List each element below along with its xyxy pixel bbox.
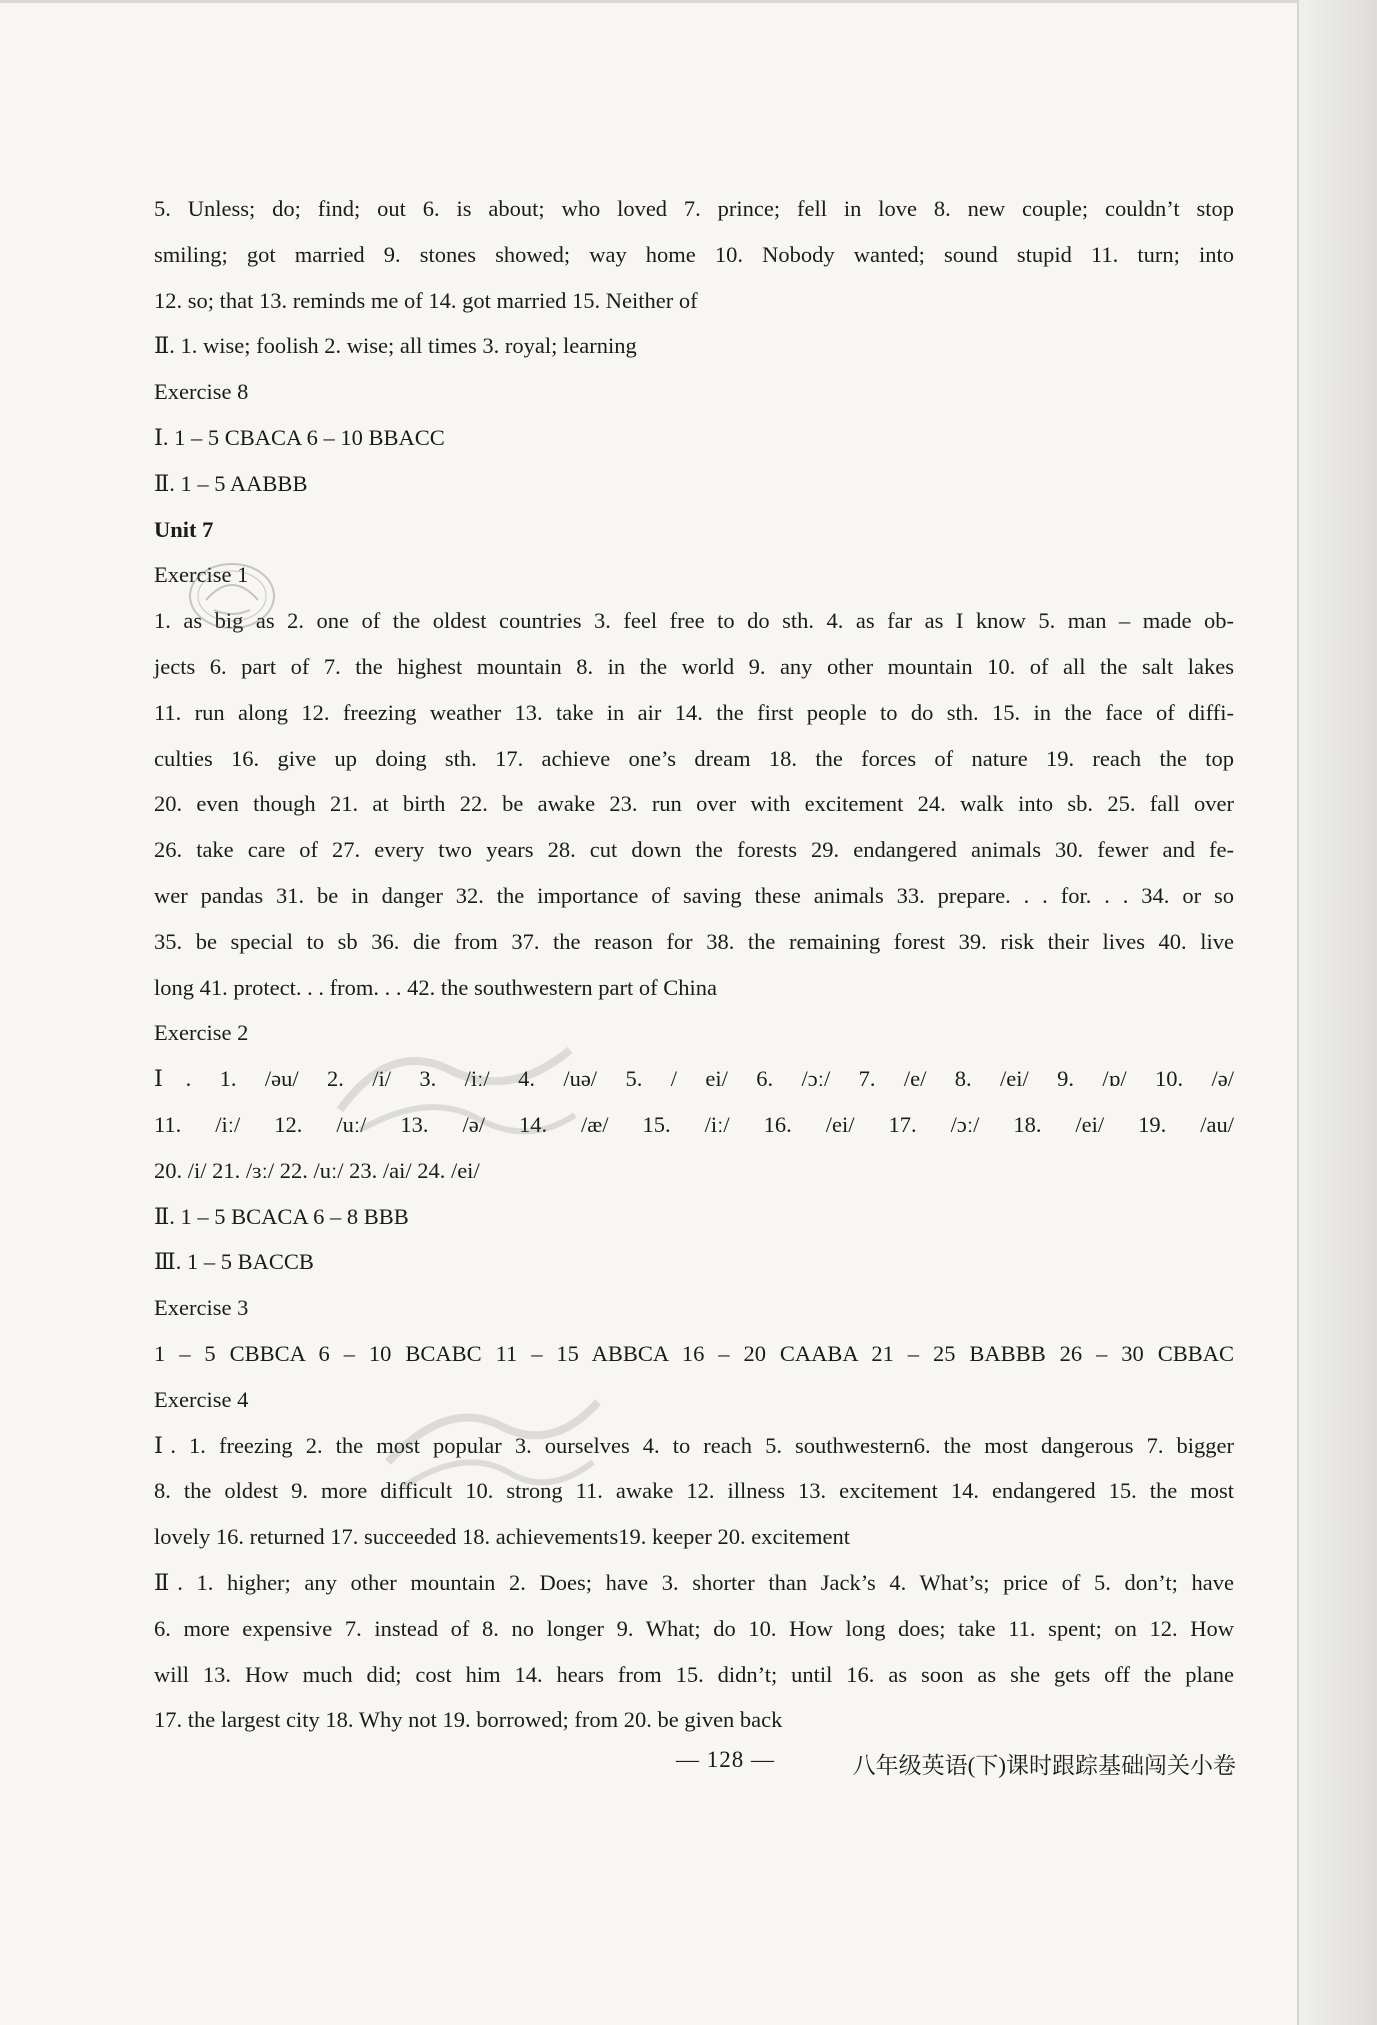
stamp-logo [184, 558, 280, 634]
exercise-heading: Exercise 1 [154, 562, 249, 588]
exercise-heading: Exercise 3 [154, 1295, 249, 1321]
text-line: Ⅱ. 1. higher; any other mountain 2. Does; have 3. shorter than Jack’s 4. What’s; price of 5. don’t; have [154, 1569, 1234, 1595]
text-line: 8. the oldest 9. more difficult 10. strong 11. awake 12. illness 13. excitement 14. endangered 15. the most [154, 1478, 1234, 1504]
text-line: Ⅱ. 1. wise; foolish 2. wise; all times 3. royal; learning [154, 333, 637, 359]
page-footer [676, 1747, 1236, 1780]
text-line: smiling; got married 9. stones showed; way home 10. Nobody wanted; sound stupid 11. turn; into [154, 241, 1234, 267]
page-number: — 128 — [676, 1747, 775, 1772]
exercise-heading: Exercise 2 [154, 1020, 249, 1046]
text-line: Ⅰ. 1 – 5 CBACA 6 – 10 BBACC [154, 424, 445, 450]
text-line: jects 6. part of 7. the highest mountain 8. in the world 9. any other mountain 10. of all the salt lakes [154, 653, 1234, 679]
page-gutter-line [1297, 0, 1299, 2025]
text-line: 20. even though 21. at birth 22. be awake 23. run over with excitement 24. walk into sb. 25. fall over [154, 791, 1234, 817]
text-line: 6. more expensive 7. instead of 8. no longer 9. What; do 10. How long does; take 11. spent; on 12. How [154, 1615, 1234, 1641]
text-line: 1 – 5 CBBCA 6 – 10 BCABC 11 – 15 ABBCA 16 – 20 CAABA 21 – 25 BABBB 26 – 30 CBBAC [154, 1340, 1234, 1366]
unit-heading: Unit 7 [154, 516, 214, 542]
page-gutter-shadow [1297, 0, 1377, 2025]
watermark-logo [330, 1030, 590, 1150]
text-line: wer pandas 31. be in danger 32. the importance of saving these animals 33. prepare. . . for. . . 34. or so [154, 882, 1234, 908]
text-line: 5. Unless; do; find; out 6. is about; who loved 7. prince; fell in love 8. new couple; couldn’t stop [154, 196, 1234, 221]
watermark-logo [378, 1392, 608, 1502]
text-line: Ⅱ. 1 – 5 BCACA 6 – 8 BBB [154, 1203, 409, 1229]
text-line: culties 16. give up doing sth. 17. achieve one’s dream 18. the forces of nature 19. reach the top [154, 745, 1234, 771]
text-line: 35. be special to sb 36. die from 37. the reason for 38. the remaining forest 39. risk their lives 40. live [154, 928, 1234, 954]
text-line: 26. take care of 27. every two years 28. cut down the forests 29. endangered animals 30. fewer and fe- [154, 837, 1234, 863]
text-line: Ⅱ. 1 – 5 AABBB [154, 470, 308, 496]
text-line: Ⅰ. 1. freezing 2. the most popular 3. ourselves 4. to reach 5. southwestern6. the most dangerous 7. bigger [154, 1432, 1234, 1458]
text-line: 12. so; that 13. reminds me of 14. got married 15. Neither of [154, 287, 698, 313]
exercise-heading: Exercise 8 [154, 379, 249, 405]
top-edge-shadow [0, 0, 1377, 3]
answer-key-text [154, 186, 1234, 1743]
text-line: 11. run along 12. freezing weather 13. take in air 14. the first people to do sth. 15. in the face of diffi- [154, 699, 1234, 725]
text-line: Ⅲ. 1 – 5 BACCB [154, 1249, 314, 1275]
book-title: 八年级英语(下)课时跟踪基础闯关小卷 [852, 1753, 1236, 1778]
text-line: will 13. How much did; cost him 14. hears from 15. didn’t; until 16. as soon as she gets off the plane [154, 1661, 1234, 1687]
text-line: 17. the largest city 18. Why not 19. borrowed; from 20. be given back [154, 1707, 783, 1733]
text-line: lovely 16. returned 17. succeeded 18. achievements19. keeper 20. excitement [154, 1524, 850, 1550]
text-line: 11. /iː/ 12. /uː/ 13. /ə/ 14. /æ/ 15. /iː/ 16. /ei/ 17. /ɔː/ 18. /ei/ 19. /au/ [154, 1111, 1234, 1137]
text-line: 1. as big as 2. one of the oldest countries 3. feel free to do sth. 4. as far as I know 5. man – made ob- [154, 608, 1234, 634]
exercise-heading: Exercise 4 [154, 1386, 249, 1412]
text-line: 20. /i/ 21. /ɜː/ 22. /uː/ 23. /ai/ 24. /ei/ [154, 1157, 480, 1183]
text-line: Ⅰ. 1. /əu/ 2. /i/ 3. /iː/ 4. /uə/ 5. / ei/ 6. /ɔː/ 7. /e/ 8. /ei/ 9. /ɒ/ 10. /ə/ [154, 1066, 1234, 1092]
text-line: long 41. protect. . . from. . . 42. the southwestern part of China [154, 974, 718, 1000]
